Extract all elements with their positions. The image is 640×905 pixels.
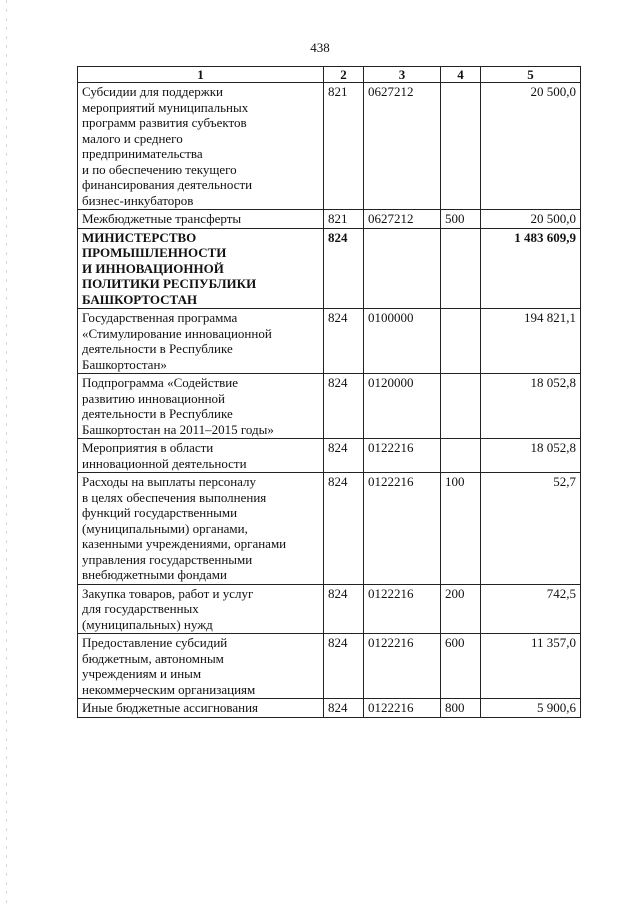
page-number: 438 xyxy=(310,40,330,55)
table-body xyxy=(78,83,581,718)
table-row xyxy=(78,374,581,439)
table-row xyxy=(78,439,581,473)
header-cell: 4 xyxy=(441,67,481,83)
expense-name-cell: Предоставление субсидий бюджетным, автономным учреждениям и иным некоммерческим организациям xyxy=(78,634,324,699)
header-cell: 5 xyxy=(481,67,581,83)
expense-type-cell: 800 xyxy=(441,699,481,718)
header-cell: 3 xyxy=(364,67,441,83)
target-article-cell: 0122216 xyxy=(364,584,441,634)
table-row xyxy=(78,83,581,210)
budget-table xyxy=(77,66,581,718)
table-row xyxy=(78,228,581,309)
amount-cell: 18 052,8 xyxy=(481,439,581,473)
expense-type-cell: 500 xyxy=(441,210,481,229)
ministry-code-cell: 824 xyxy=(324,309,364,374)
expense-type-cell xyxy=(441,374,481,439)
expense-type-cell xyxy=(441,228,481,309)
ministry-code-cell: 824 xyxy=(324,584,364,634)
target-article-cell: 0100000 xyxy=(364,309,441,374)
table-row xyxy=(78,210,581,229)
header-row xyxy=(78,67,581,83)
expense-type-cell: 200 xyxy=(441,584,481,634)
ministry-code-cell: 821 xyxy=(324,210,364,229)
expense-name-cell: Государственная программа «Стимулирование инновационной деятельности в Республике Башкортостан» xyxy=(78,309,324,374)
ministry-code-cell: 824 xyxy=(324,439,364,473)
expense-name-cell: Подпрограмма «Содействие развитию инновационной деятельности в Республике Башкортостан на 2011–2015 годы» xyxy=(78,374,324,439)
expense-type-cell xyxy=(441,439,481,473)
expense-name-cell: Мероприятия в области инновационной деятельности xyxy=(78,439,324,473)
header-cell: 2 xyxy=(324,67,364,83)
target-article-cell: 0120000 xyxy=(364,374,441,439)
target-article-cell: 0122216 xyxy=(364,439,441,473)
amount-cell: 1 483 609,9 xyxy=(481,228,581,309)
expense-name-cell: Межбюджетные трансферты xyxy=(78,210,324,229)
target-article-cell xyxy=(364,228,441,309)
target-article-cell: 0122216 xyxy=(364,473,441,585)
target-article-cell: 0122216 xyxy=(364,699,441,718)
target-article-cell: 0122216 xyxy=(364,634,441,699)
target-article-cell: 0627212 xyxy=(364,210,441,229)
ministry-code-cell: 824 xyxy=(324,634,364,699)
ministry-code-cell: 824 xyxy=(324,374,364,439)
ministry-code-cell: 824 xyxy=(324,228,364,309)
amount-cell: 11 357,0 xyxy=(481,634,581,699)
table-row xyxy=(78,699,581,718)
table-row xyxy=(78,584,581,634)
expense-name-cell: Субсидии для поддержки мероприятий муниципальных программ развития субъектов малого и среднего предпринимательства и по обеспечению текущего финансирования деятельности бизнес-инкубаторов xyxy=(78,83,324,210)
amount-cell: 194 821,1 xyxy=(481,309,581,374)
table-row xyxy=(78,473,581,585)
expense-type-cell xyxy=(441,83,481,210)
expense-type-cell: 600 xyxy=(441,634,481,699)
amount-cell: 5 900,6 xyxy=(481,699,581,718)
ministry-code-cell: 824 xyxy=(324,473,364,585)
table-row xyxy=(78,309,581,374)
table-row xyxy=(78,634,581,699)
amount-cell: 742,5 xyxy=(481,584,581,634)
ministry-code-cell: 821 xyxy=(324,83,364,210)
amount-cell: 20 500,0 xyxy=(481,210,581,229)
amount-cell: 52,7 xyxy=(481,473,581,585)
expense-name-cell: Расходы на выплаты персоналу в целях обеспечения выполнения функций государственными (муниципальными) органами, казенными учреждениями, органами управления государственными внебюджетными фондами xyxy=(78,473,324,585)
expense-name-cell: МИНИСТЕРСТВО ПРОМЫШЛЕННОСТИ И ИННОВАЦИОННОЙ ПОЛИТИКИ РЕСПУБЛИКИ БАШКОРТОСТАН xyxy=(78,228,324,309)
target-article-cell: 0627212 xyxy=(364,83,441,210)
expense-type-cell: 100 xyxy=(441,473,481,585)
amount-cell: 18 052,8 xyxy=(481,374,581,439)
header-cell: 1 xyxy=(78,67,324,83)
expense-name-cell: Иные бюджетные ассигнования xyxy=(78,699,324,718)
amount-cell: 20 500,0 xyxy=(481,83,581,210)
scan-edge xyxy=(6,0,7,905)
ministry-code-cell: 824 xyxy=(324,699,364,718)
expense-type-cell xyxy=(441,309,481,374)
expense-name-cell: Закупка товаров, работ и услуг для государственных (муниципальных) нужд xyxy=(78,584,324,634)
